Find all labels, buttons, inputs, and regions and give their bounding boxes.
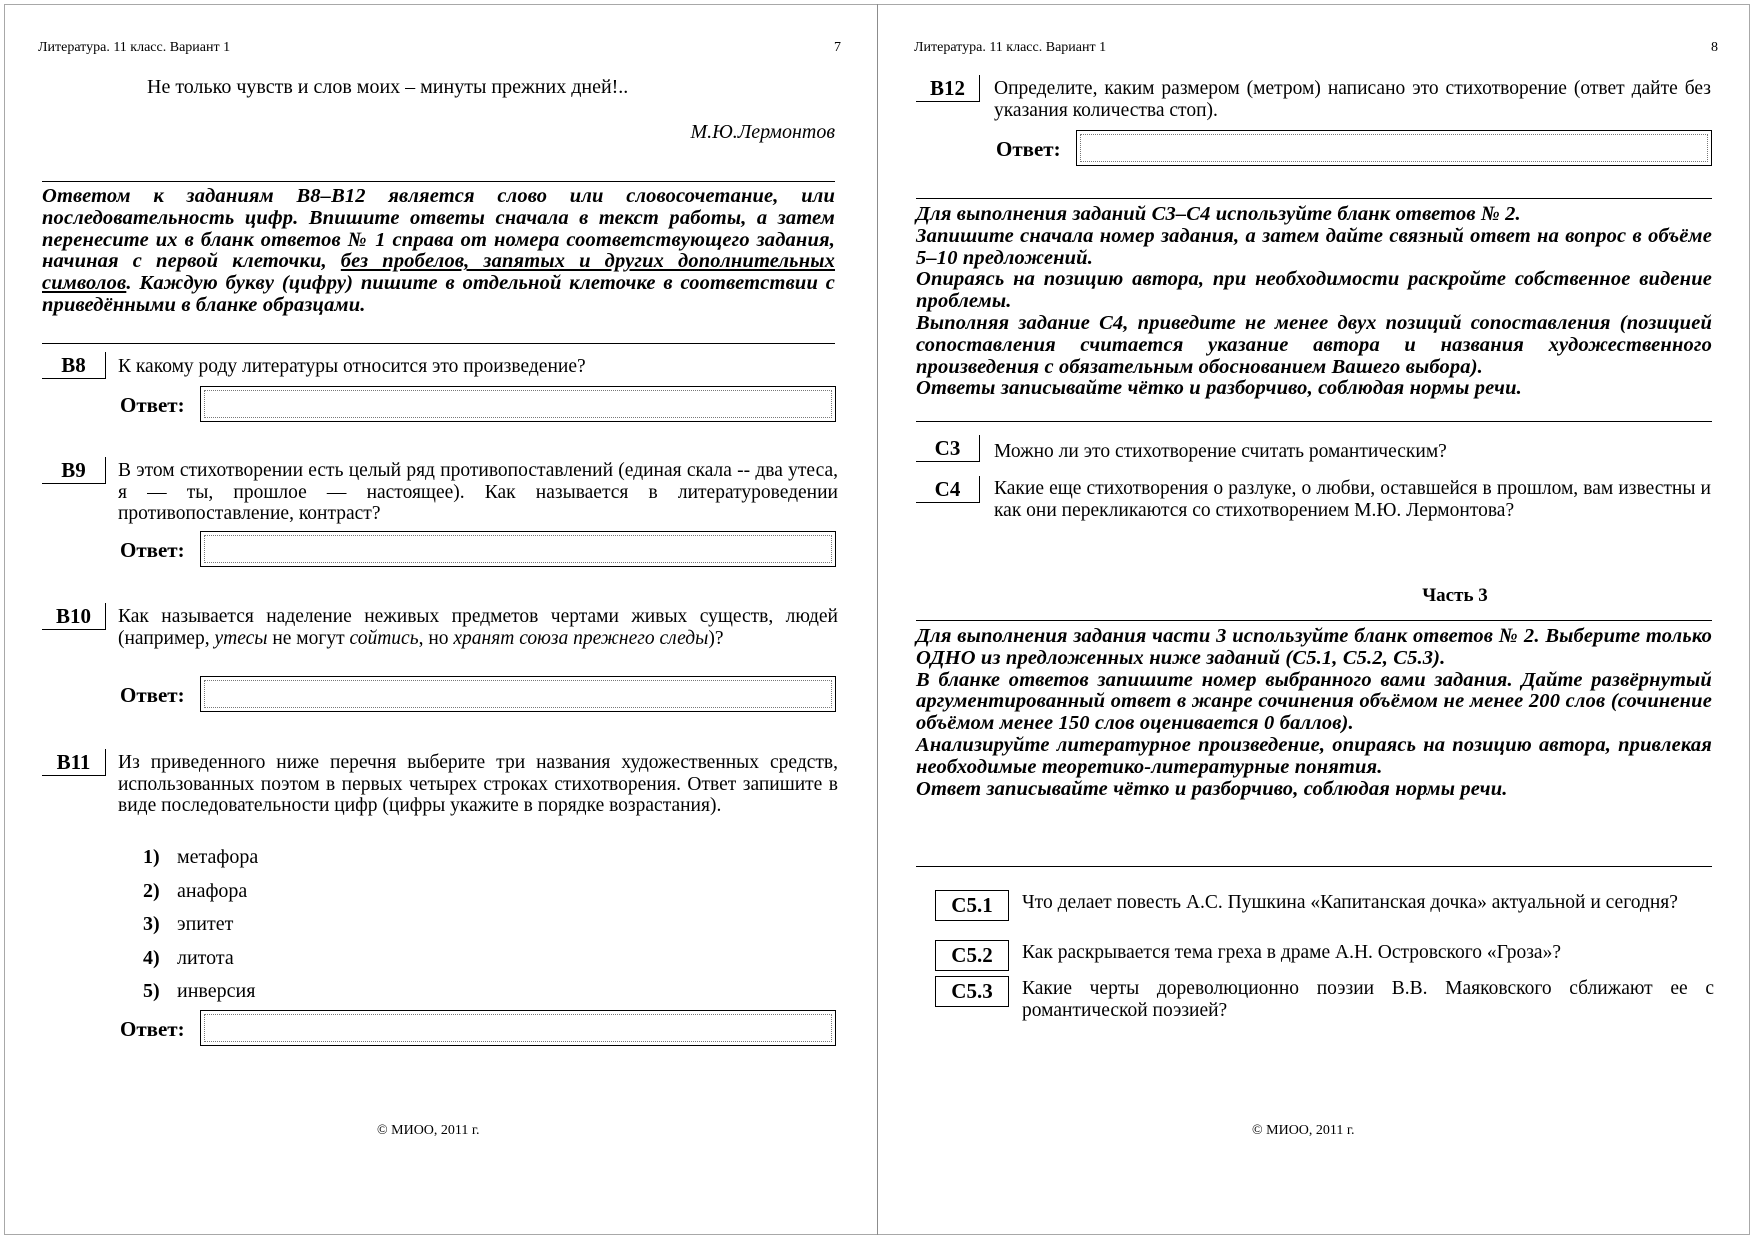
- page-header: Литература. 11 класс. Вариант 1: [914, 40, 1107, 55]
- task-text-b12: Определите, каким размером (метром) написано это стихотворение (ответ дайте без указания количества стоп).: [994, 78, 1711, 121]
- option-num: 1): [143, 846, 160, 868]
- answer-label: Ответ:: [996, 137, 1061, 161]
- part3-title-text: Часть 3: [1422, 585, 1488, 606]
- instr-text-1: Ответом к заданиям В8–В12 является слово или словосочетание, или последовательность цифр. Впишите ответы сначала в текст работы, а затем перенесите их в бланк ответов № 1 справа от номера соответствующего задания, начиная с первой клеточки,: [42, 185, 835, 273]
- option-3: [143, 913, 233, 936]
- option-label: эпитет: [177, 913, 234, 935]
- task-code-c5-1: C5.1: [935, 890, 1009, 921]
- answer-box-b8[interactable]: [200, 386, 836, 422]
- instr-text-underlined: без пробелов, запятых и других дополнительных символов: [42, 250, 836, 295]
- instr-line: Выполняя задание С4, приведите не менее двух позиций сопоставления (позицией сопоставления считается указание автора и названия художественного произведения с обязательным обоснованием Вашего выбора).: [916, 311, 1712, 378]
- option-num: 4): [143, 947, 160, 969]
- b10-italic-2: сойтись: [349, 627, 419, 649]
- instr-line: Для выполнения задания части 3 используйте бланк ответов № 2. Выберите только ОДНО из предложенных ниже заданий (С5.1, С5.2, С5.3).: [916, 625, 1712, 669]
- task-text-c5-3: Какие черты дореволюционно поэзии В.В. Маяковского сближают ее с романтической поэзией?: [1022, 978, 1714, 1021]
- option-4: [143, 947, 234, 970]
- b10-text-2: не могут: [267, 627, 350, 649]
- task-text-b10: [118, 606, 838, 649]
- instructions-c: [916, 204, 1712, 400]
- page-number: 8: [1711, 40, 1718, 55]
- page-footer: © МИОО, 2011 г.: [1252, 1123, 1355, 1138]
- page-right: [878, 0, 1754, 1239]
- answer-label: Ответ:: [120, 683, 185, 707]
- option-num: 5): [143, 980, 160, 1002]
- option-label: инверсия: [177, 980, 256, 1002]
- rule-top: [916, 198, 1712, 199]
- task-code-b11: B11: [42, 749, 106, 776]
- task-text-b9: В этом стихотворении есть целый ряд противопоставлений (единая скала -- два утеса, я — ты, прошлое — настоящее). Как называется в литературоведении противопоставление, контраст?: [118, 460, 838, 524]
- part3-title: [878, 585, 1638, 607]
- option-2: [143, 880, 247, 903]
- task-code-c5-2: C5.2: [935, 940, 1009, 971]
- task-code-c4: C4: [916, 476, 980, 503]
- option-num: 2): [143, 880, 160, 902]
- instr-line: Анализируйте литературное произведение, опираясь на позицию автора, привлекая необходимые теоретико-литературные понятия.: [916, 733, 1712, 778]
- task-code-b9: B9: [42, 457, 106, 484]
- option-5: [143, 980, 255, 1003]
- task-code-b12: B12: [916, 75, 980, 102]
- answer-box-b11[interactable]: [200, 1010, 836, 1046]
- instr-line: Для выполнения заданий С3–С4 используйте бланк ответов № 2.: [916, 203, 1521, 225]
- instr-line: Опираясь на позицию автора, при необходимости раскройте собственное видение проблемы.: [916, 268, 1712, 313]
- answer-box-b9[interactable]: [200, 531, 836, 567]
- b10-italic-3: хранят союза прежнего следы: [453, 627, 709, 649]
- page-footer: © МИОО, 2011 г.: [377, 1123, 480, 1138]
- option-num: 3): [143, 913, 160, 935]
- rule-bottom: [916, 421, 1712, 422]
- task-text-b8: К какому роду литературы относится это произведение?: [118, 356, 586, 377]
- poem-author: М.Ю.Лермонтов: [690, 121, 835, 143]
- task-text-c4: Какие еще стихотворения о разлуке, о любви, оставшейся в прошлом, вам известны и как они перекликаются со стихотворением М.Ю. Лермонтова?: [994, 478, 1711, 521]
- task-code-c5-3: C5.3: [935, 976, 1009, 1007]
- b10-italic-1: утесы: [214, 627, 268, 649]
- b10-text-3: , но: [418, 627, 454, 649]
- option-label: анафора: [177, 880, 248, 902]
- answer-label: Ответ:: [120, 1017, 185, 1041]
- answer-label: Ответ:: [120, 393, 185, 417]
- poem-line: Не только чувств и слов моих – минуты прежних дней!..: [147, 76, 629, 98]
- instructions-part3: [916, 626, 1712, 800]
- task-text-b11: Из приведенного ниже перечня выберите три названия художественных средств, использованных поэтом в первых четырех строках стихотворения. Ответ запишите в виде последовательности цифр (цифры укажите в порядке возрастания).: [118, 752, 838, 816]
- instructions-b: [42, 186, 835, 317]
- option-label: метафора: [177, 846, 259, 868]
- rule-bottom: [42, 343, 835, 344]
- instr-line: В бланке ответов запишите номер выбранного вами задания. Дайте развёрнутый аргументированный ответ в жанре сочинения объёмом не менее 200 слов (сочинение объёмом менее 150 слов оценивается 0 баллов).: [916, 668, 1712, 735]
- task-text-c5-1: Что делает повесть А.С. Пушкина «Капитанская дочка» актуальной и сегодня?: [1022, 892, 1678, 913]
- rule-top: [42, 181, 835, 182]
- answer-box-b12[interactable]: [1076, 130, 1712, 166]
- task-code-c3: C3: [916, 435, 980, 462]
- answer-label: Ответ:: [120, 538, 185, 562]
- task-text-c3: Можно ли это стихотворение считать романтическим?: [994, 441, 1447, 462]
- instr-line: Запишите сначала номер задания, а затем дайте связный ответ на вопрос в объёме 5–10 предложений.: [916, 224, 1712, 269]
- rule-top-p3: [916, 620, 1712, 621]
- instr-line: Ответ записывайте чётко и разборчиво, соблюдая нормы речи.: [916, 777, 1508, 800]
- task-text-c5-2: Как раскрывается тема греха в драме А.Н. Островского «Гроза»?: [1022, 942, 1561, 963]
- instr-line: Ответы записывайте чётко и разборчиво, соблюдая нормы речи.: [916, 377, 1522, 400]
- option-label: литота: [177, 947, 234, 969]
- rule-bottom-p3: [916, 866, 1712, 867]
- instr-text-2: . Каждую букву (цифру) пишите в отдельной клеточке в соответствии с приведёнными в бланке образцами.: [42, 272, 835, 316]
- option-1: [143, 846, 258, 869]
- task-code-b8: B8: [42, 352, 106, 379]
- task-code-b10: B10: [42, 603, 106, 630]
- b10-text-1: Как называется наделение неживых предметов чертами живых существ, людей (например,: [118, 606, 838, 649]
- page-header: Литература. 11 класс. Вариант 1: [38, 40, 231, 55]
- page-number: 7: [834, 40, 841, 55]
- answer-box-b10[interactable]: [200, 676, 836, 712]
- b10-text-4: )?: [708, 627, 724, 649]
